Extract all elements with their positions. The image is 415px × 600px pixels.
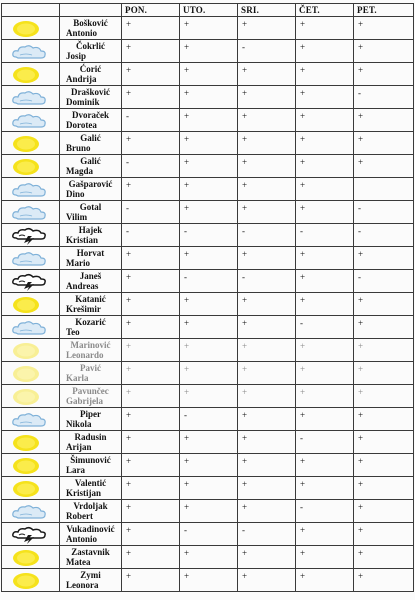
attendance-mark: + (180, 109, 238, 132)
student-name (60, 270, 122, 293)
table-row (2, 40, 414, 63)
student-surname: Galić (80, 156, 101, 166)
student-name (60, 247, 122, 270)
student-first-name: Bruno (66, 143, 91, 153)
attendance-mark: + (354, 132, 414, 155)
attendance-mark: + (238, 17, 296, 40)
table-row (2, 431, 414, 454)
sun-icon (2, 546, 60, 569)
attendance-mark: + (238, 454, 296, 477)
student-first-name: Josip (66, 51, 87, 61)
sun-icon (2, 132, 60, 155)
attendance-mark: + (354, 523, 414, 546)
student-name (60, 63, 122, 86)
table-row (2, 523, 414, 546)
attendance-mark: + (180, 316, 238, 339)
table-row (2, 477, 414, 500)
table-row (2, 270, 414, 293)
student-name (60, 523, 122, 546)
storm-icon (2, 523, 60, 546)
cloud-icon (2, 408, 60, 431)
attendance-mark: + (354, 477, 414, 500)
attendance-mark: + (354, 431, 414, 454)
student-surname: Bošković (73, 18, 108, 28)
attendance-mark: + (122, 293, 180, 316)
attendance-mark: + (296, 201, 354, 224)
student-surname: Vrdoljak (73, 501, 108, 511)
header-icon-cell (2, 4, 60, 17)
student-name (60, 385, 122, 408)
attendance-mark: + (238, 247, 296, 270)
attendance-mark: - (354, 86, 414, 109)
attendance-mark: + (354, 500, 414, 523)
student-surname: Horvat (76, 248, 105, 258)
attendance-mark: + (296, 86, 354, 109)
student-first-name: Antonio (66, 28, 98, 38)
storm-icon (2, 270, 60, 293)
cloud-icon (2, 201, 60, 224)
attendance-mark: + (122, 500, 180, 523)
attendance-mark: + (122, 477, 180, 500)
student-surname: Vukadinović (66, 524, 115, 534)
attendance-mark: + (238, 500, 296, 523)
attendance-mark: + (122, 523, 180, 546)
student-first-name: Leonardo (66, 350, 104, 360)
attendance-mark: + (238, 293, 296, 316)
attendance-mark: + (354, 408, 414, 431)
attendance-mark: + (122, 17, 180, 40)
attendance-mark: + (238, 316, 296, 339)
table-row (2, 178, 414, 201)
sun-icon (2, 339, 60, 362)
attendance-mark: + (122, 86, 180, 109)
attendance-mark: + (354, 339, 414, 362)
attendance-mark: + (238, 132, 296, 155)
student-name (60, 40, 122, 63)
student-surname: Katanić (75, 294, 106, 304)
student-name (60, 408, 122, 431)
attendance-mark: + (122, 385, 180, 408)
student-surname: Janeš (79, 271, 102, 281)
student-first-name: Andreas (66, 281, 99, 291)
attendance-mark: + (180, 40, 238, 63)
student-surname: Zastavnik (71, 547, 110, 557)
table-row (2, 362, 414, 385)
attendance-mark: + (122, 316, 180, 339)
cloud-icon (2, 316, 60, 339)
attendance-mark: + (296, 454, 354, 477)
table-row (2, 109, 414, 132)
student-first-name: Gabrijela (66, 396, 103, 406)
student-first-name: Matea (66, 557, 91, 567)
table-row (2, 500, 414, 523)
attendance-mark: + (122, 247, 180, 270)
attendance-mark: + (354, 569, 414, 592)
attendance-mark: + (354, 247, 414, 270)
student-surname: Gašparović (68, 179, 113, 189)
cloud-icon (2, 40, 60, 63)
attendance-mark: + (122, 362, 180, 385)
attendance-mark: - (238, 40, 296, 63)
student-first-name: Mario (66, 258, 90, 268)
student-first-name: Nikola (66, 419, 92, 429)
attendance-mark: + (180, 86, 238, 109)
attendance-mark: + (180, 247, 238, 270)
attendance-mark: + (296, 132, 354, 155)
attendance-mark: + (238, 155, 296, 178)
student-name (60, 17, 122, 40)
attendance-mark: + (122, 270, 180, 293)
attendance-mark: + (354, 454, 414, 477)
table-row (2, 132, 414, 155)
student-name (60, 477, 122, 500)
attendance-mark: - (296, 316, 354, 339)
student-first-name: Dino (66, 189, 85, 199)
attendance-mark: + (296, 63, 354, 86)
table-row (2, 385, 414, 408)
student-name (60, 546, 122, 569)
attendance-mark: - (238, 224, 296, 247)
attendance-mark: + (180, 178, 238, 201)
attendance-mark: + (122, 339, 180, 362)
student-surname: Pavić (80, 363, 101, 373)
attendance-mark: + (238, 477, 296, 500)
weekly-table (1, 3, 414, 592)
sun-icon (2, 454, 60, 477)
table-row (2, 339, 414, 362)
attendance-mark: + (180, 500, 238, 523)
table-row (2, 546, 414, 569)
attendance-mark: + (180, 477, 238, 500)
sun-icon (2, 362, 60, 385)
attendance-mark: + (238, 178, 296, 201)
attendance-mark: + (296, 408, 354, 431)
attendance-mark: + (296, 569, 354, 592)
attendance-mark: + (296, 109, 354, 132)
attendance-mark: + (238, 362, 296, 385)
student-first-name: Krešimir (66, 304, 101, 314)
cloud-icon (2, 178, 60, 201)
student-name (60, 109, 122, 132)
attendance-mark: + (122, 431, 180, 454)
attendance-mark: + (296, 477, 354, 500)
attendance-mark: + (122, 546, 180, 569)
attendance-mark: + (238, 63, 296, 86)
student-surname: Galić (80, 133, 101, 143)
student-name (60, 155, 122, 178)
table-row (2, 63, 414, 86)
header-day-fri: PET. (354, 4, 414, 17)
student-surname: Radusin (74, 432, 107, 442)
attendance-mark: + (238, 569, 296, 592)
student-name (60, 454, 122, 477)
student-surname: Valentić (74, 478, 107, 488)
attendance-mark: - (354, 201, 414, 224)
attendance-mark: + (180, 132, 238, 155)
attendance-mark: + (238, 201, 296, 224)
attendance-mark: + (354, 293, 414, 316)
table-row (2, 201, 414, 224)
attendance-mark: + (180, 155, 238, 178)
attendance-mark: + (354, 63, 414, 86)
student-first-name: Lara (66, 465, 85, 475)
student-name (60, 201, 122, 224)
student-first-name: Arijan (66, 442, 92, 452)
student-name (60, 178, 122, 201)
attendance-mark: + (354, 385, 414, 408)
attendance-mark: + (180, 339, 238, 362)
student-surname: Hajek (78, 225, 103, 235)
attendance-mark: - (122, 155, 180, 178)
student-name (60, 316, 122, 339)
student-first-name: Kristijan (66, 488, 101, 498)
attendance-mark: - (296, 224, 354, 247)
student-first-name: Leonora (66, 580, 99, 590)
attendance-mark: + (354, 546, 414, 569)
student-first-name: Dorotea (66, 120, 97, 130)
attendance-mark: + (354, 362, 414, 385)
student-surname: Drašković (71, 87, 110, 97)
attendance-mark: - (180, 224, 238, 247)
attendance-mark: + (180, 454, 238, 477)
student-name (60, 500, 122, 523)
attendance-mark: + (122, 132, 180, 155)
attendance-mark: - (180, 408, 238, 431)
attendance-mark: + (296, 546, 354, 569)
header-day-wed: SRI. (238, 4, 296, 17)
student-first-name: Kristian (66, 235, 99, 245)
attendance-mark: + (180, 385, 238, 408)
table-row (2, 247, 414, 270)
attendance-mark: + (238, 546, 296, 569)
attendance-mark: + (238, 408, 296, 431)
student-surname: Pavunčec (72, 386, 109, 396)
attendance-mark: - (238, 523, 296, 546)
student-first-name: Teo (66, 327, 80, 337)
student-surname: Piper (80, 409, 101, 419)
header-name-cell (60, 4, 122, 17)
attendance-mark: + (296, 247, 354, 270)
table-row (2, 86, 414, 109)
attendance-mark: + (122, 408, 180, 431)
attendance-mark: + (354, 109, 414, 132)
cloud-icon (2, 109, 60, 132)
sun-icon (2, 17, 60, 40)
attendance-mark: + (354, 17, 414, 40)
attendance-mark: + (238, 339, 296, 362)
attendance-mark: + (180, 17, 238, 40)
sun-icon (2, 385, 60, 408)
attendance-mark: + (296, 17, 354, 40)
student-surname: Čokrlić (76, 41, 105, 51)
attendance-mark: + (122, 454, 180, 477)
attendance-mark: + (296, 293, 354, 316)
storm-icon (2, 224, 60, 247)
sun-icon (2, 293, 60, 316)
attendance-mark: + (238, 431, 296, 454)
student-surname: Šimunović (70, 455, 111, 465)
attendance-mark: + (238, 109, 296, 132)
attendance-mark: + (180, 63, 238, 86)
attendance-mark: + (180, 431, 238, 454)
attendance-mark: - (354, 224, 414, 247)
attendance-mark: + (354, 316, 414, 339)
attendance-mark (354, 178, 414, 201)
attendance-mark: + (296, 178, 354, 201)
attendance-mark: + (180, 546, 238, 569)
sun-icon (2, 63, 60, 86)
cloud-icon (2, 247, 60, 270)
attendance-mark: + (122, 63, 180, 86)
student-name (60, 293, 122, 316)
header-day-tue: UTO. (180, 4, 238, 17)
attendance-mark: - (296, 500, 354, 523)
student-name (60, 86, 122, 109)
student-surname: Dvoraček (72, 110, 109, 120)
student-name (60, 569, 122, 592)
header-row (2, 4, 414, 17)
student-surname: Marinović (70, 340, 111, 350)
attendance-mark: + (296, 270, 354, 293)
attendance-mark: - (238, 270, 296, 293)
attendance-mark: - (122, 224, 180, 247)
table-row (2, 316, 414, 339)
table-row (2, 293, 414, 316)
table-row (2, 408, 414, 431)
student-name (60, 431, 122, 454)
attendance-mark: + (122, 569, 180, 592)
sun-icon (2, 431, 60, 454)
sun-icon (2, 477, 60, 500)
cloud-icon (2, 500, 60, 523)
attendance-mark: + (180, 293, 238, 316)
attendance-mark: - (296, 431, 354, 454)
attendance-mark: + (296, 339, 354, 362)
attendance-mark: - (122, 109, 180, 132)
sun-icon (2, 155, 60, 178)
student-first-name: Antonio (66, 534, 98, 544)
attendance-mark: + (354, 155, 414, 178)
attendance-mark: - (122, 201, 180, 224)
table-row (2, 569, 414, 592)
attendance-mark: + (180, 362, 238, 385)
table-row (2, 17, 414, 40)
attendance-mark: - (180, 523, 238, 546)
student-first-name: Andrija (66, 74, 97, 84)
student-first-name: Dominik (66, 97, 100, 107)
student-first-name: Karla (66, 373, 89, 383)
cloud-icon (2, 86, 60, 109)
attendance-mark: + (296, 155, 354, 178)
attendance-mark: + (238, 86, 296, 109)
student-surname: Kozarić (75, 317, 106, 327)
table-row (2, 155, 414, 178)
student-surname: Ćorić (79, 64, 102, 74)
student-surname: Zymi (80, 570, 101, 580)
student-first-name: Magda (66, 166, 93, 176)
student-first-name: Vilim (66, 212, 88, 222)
attendance-mark: + (122, 40, 180, 63)
student-name (60, 362, 122, 385)
attendance-mark: + (296, 385, 354, 408)
attendance-mark: + (180, 569, 238, 592)
attendance-mark: + (122, 178, 180, 201)
student-name (60, 224, 122, 247)
student-first-name: Robert (66, 511, 93, 521)
attendance-mark: + (354, 40, 414, 63)
student-name (60, 132, 122, 155)
table-row (2, 224, 414, 247)
table-row (2, 454, 414, 477)
attendance-mark: + (296, 40, 354, 63)
header-day-thu: ČET. (296, 4, 354, 17)
header-day-mon: PON. (122, 4, 180, 17)
attendance-mark: - (180, 270, 238, 293)
student-surname: Gotal (79, 202, 102, 212)
sun-icon (2, 569, 60, 592)
student-name (60, 339, 122, 362)
attendance-mark: + (180, 201, 238, 224)
attendance-mark: - (354, 270, 414, 293)
attendance-mark: + (296, 362, 354, 385)
attendance-mark: + (296, 523, 354, 546)
attendance-mark: + (238, 385, 296, 408)
